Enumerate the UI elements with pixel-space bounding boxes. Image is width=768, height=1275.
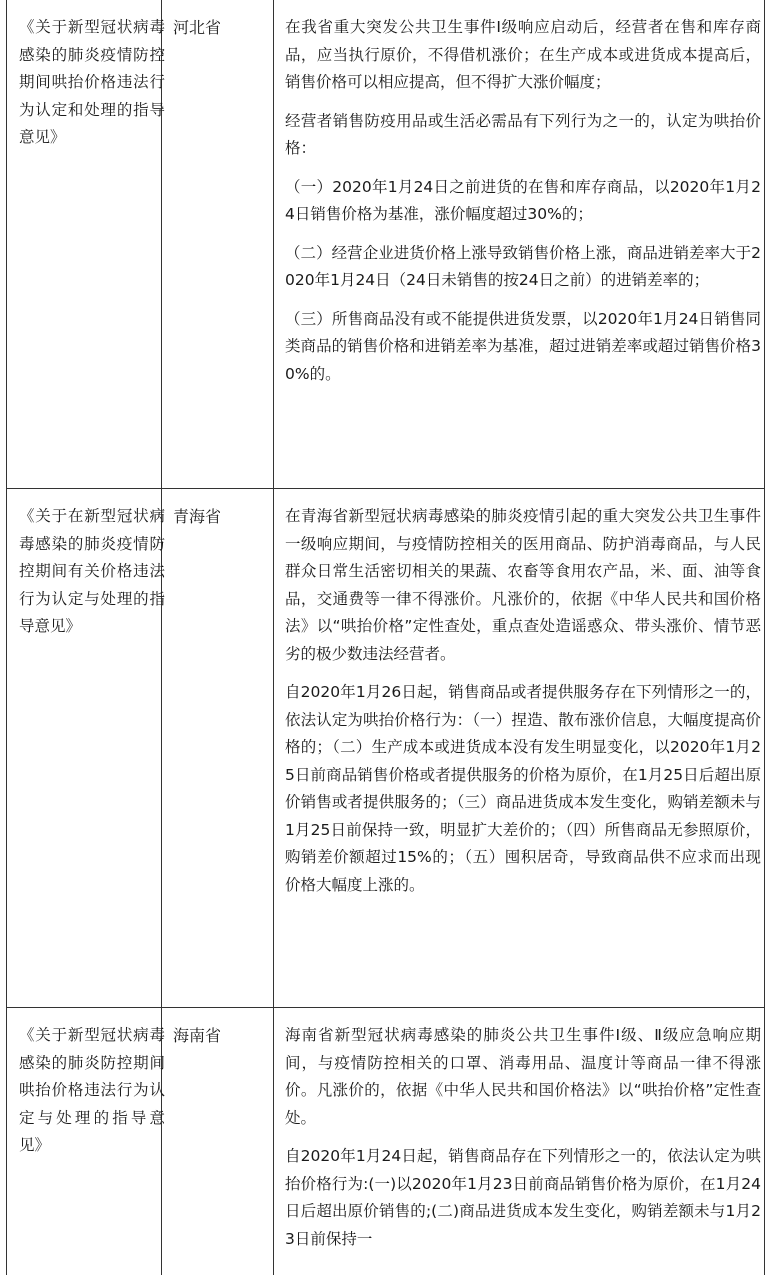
content-paragraph: （一）2020年1月24日之前进货的在售和库存商品，以2020年1月24日销售价格为基准，涨价幅度超过30%的； [285, 177, 761, 223]
content-paragraph: 自2020年1月26日起，销售商品或者提供服务存在下列情形之一的，依法认定为哄抬价格行为：（一）捏造、散布涨价信息，大幅度提高价格的；（二）生产成本或进货成本没有发生明显变化，以2020年1月25日前商品销售价格或者提供服务的价格为原价，在1月25日后超出原价销售或者提供服务的；（三）商品进货成本发生变化，购销差额未与1月25日前保持一致，明显扩大差价的；（四）所售商品无参照原价，购销差价额超过15%的；（五）囤积居奇，导致商品供不应求而出现价格大幅度上涨的。 [285, 683, 761, 894]
policy-table [6, 0, 765, 1275]
document-title: 《关于新型冠状病毒感染的肺炎疫情防控期间哄抬价格违法行为认定和处理的指导意见》 [19, 18, 165, 146]
province-name: 海南省 [173, 1026, 222, 1045]
table-row [7, 1008, 764, 1275]
province-name: 河北省 [173, 18, 222, 37]
policy-content [285, 14, 761, 399]
column-divider [273, 0, 274, 488]
content-paragraph: 经营者销售防疫用品或生活必需品有下列行为之一的，认定为哄抬价格： [285, 111, 761, 157]
column-divider [273, 1008, 274, 1275]
document-title: 《关于新型冠状病毒感染的肺炎防控期间哄抬价格违法行为认定与处理的指导意见》 [19, 1026, 165, 1154]
content-paragraph: （二）经营企业进货价格上涨导致销售价格上涨，商品进销差率大于2020年1月24日（24日未销售的按24日之前）的进销差率的； [285, 243, 761, 289]
policy-content [285, 1022, 761, 1264]
content-paragraph: 在我省重大突发公共卫生事件Ⅰ级响应启动后，经营者在售和库存商品，应当执行原价，不得借机涨价；在生产成本或进货成本提高后，销售价格可以相应提高，但不得扩大涨价幅度； [285, 18, 761, 91]
content-paragraph: 自2020年1月24日起，销售商品存在下列情形之一的，依法认定为哄抬价格行为:(一)以2020年1月23日前商品销售价格为原价，在1月24日后超出原价销售的;(二)商品进货成本发生变化，购销差额未与1月23日前保持一 [285, 1147, 761, 1248]
content-paragraph: （三）所售商品没有或不能提供进货发票，以2020年1月24日销售同类商品的销售价格和进销差率为基准，超过进销差率或超过销售价格30%的。 [285, 309, 761, 383]
policy-content [285, 503, 761, 910]
content-paragraph: 海南省新型冠状病毒感染的肺炎公共卫生事件Ⅰ级、Ⅱ级应急响应期间，与疫情防控相关的口罩、消毒用品、温度计等商品一律不得涨价。凡涨价的，依据《中华人民共和国价格法》以“哄抬价格”定性查处。 [285, 1026, 761, 1127]
content-paragraph: 在青海省新型冠状病毒感染的肺炎疫情引起的重大突发公共卫生事件一级响应期间，与疫情防控相关的医用商品、防护消毒商品，与人民群众日常生活密切相关的果蔬、农畜等食用农产品，米、面、油等食品，交通费等一律不得涨价。凡涨价的，依据《中华人民共和国价格法》以“哄抬价格”定性查处，重点查处造谣惑众、带头涨价、情节恶劣的极少数违法经营者。 [285, 507, 761, 663]
document-title: 《关于在新型冠状病毒感染的肺炎疫情防控期间有关价格违法行为认定与处理的指导意见》 [19, 507, 165, 635]
table-row [7, 0, 764, 489]
column-divider [273, 489, 274, 1007]
table-row [7, 489, 764, 1008]
province-name: 青海省 [173, 507, 222, 526]
